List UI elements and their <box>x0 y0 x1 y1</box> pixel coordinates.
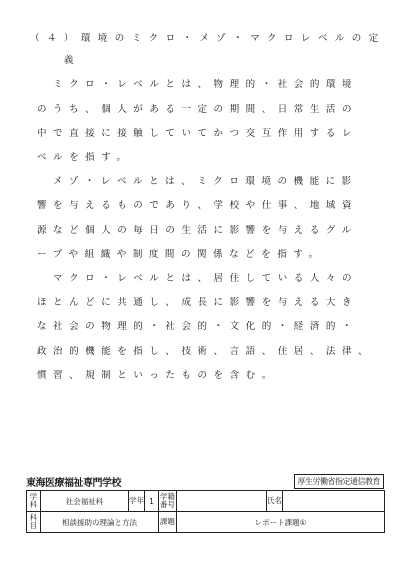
essay-line: 響を与えるものであり、学校や仕事、地域資 <box>37 200 359 211</box>
essay-line: ミクロ・レベルとは、物理的・社会的環境 <box>37 79 359 90</box>
section-heading: （４）環境のミクロ・メゾ・マクロレベルの定 <box>30 33 386 44</box>
section-heading-continued: 義 <box>30 55 81 66</box>
school-name: 東海医療福祉専門学校 <box>26 478 121 489</box>
name-field <box>283 491 385 512</box>
year-value: 1 <box>145 491 159 512</box>
essay-line: な社会の物理的・社会的・文化的・経済的・ <box>37 321 359 332</box>
department-label: 学科 <box>27 491 41 512</box>
task-label: 課題 <box>159 512 177 533</box>
essay-line: ープや組織や制度間の関係などを指す。 <box>37 249 325 260</box>
essay-line: のうち、個人がある一定の期間、日常生活の <box>37 104 359 115</box>
student-info-table <box>26 490 385 533</box>
essay-line: メゾ・レベルとは、ミクロ環境の機能に影 <box>37 176 358 187</box>
accreditation-badge: 厚生労働省指定通信教育 <box>294 474 385 489</box>
essay-line: ベルを指す。 <box>37 152 133 163</box>
subject-label: 科目 <box>27 512 41 533</box>
subject-value: 相談援助の理論と方法 <box>41 512 159 533</box>
essay-line: 源など個人の毎日の生活に影響を与えるグル <box>37 225 358 236</box>
essay-line: 慣習、規制といったものを含む。 <box>37 370 278 381</box>
essay-line: 政治的機能を指し、技術、言語、住居、法律、 <box>37 346 375 357</box>
department-value: 社会福祉科 <box>41 491 129 512</box>
student-number-field <box>177 491 267 512</box>
name-label: 氏名 <box>267 491 283 512</box>
essay-line: マクロ・レベルとは、居住している人々の <box>37 273 359 284</box>
year-label: 学年 <box>129 491 145 512</box>
essay-line: ほとんどに共通し、成長に影響を与える大き <box>37 297 359 308</box>
student-number-label: 学籍番号 <box>159 491 177 512</box>
task-value: レポート課題① <box>177 512 385 533</box>
essay-line: 中で直接に接触していてかつ交互作用するレ <box>37 128 359 139</box>
